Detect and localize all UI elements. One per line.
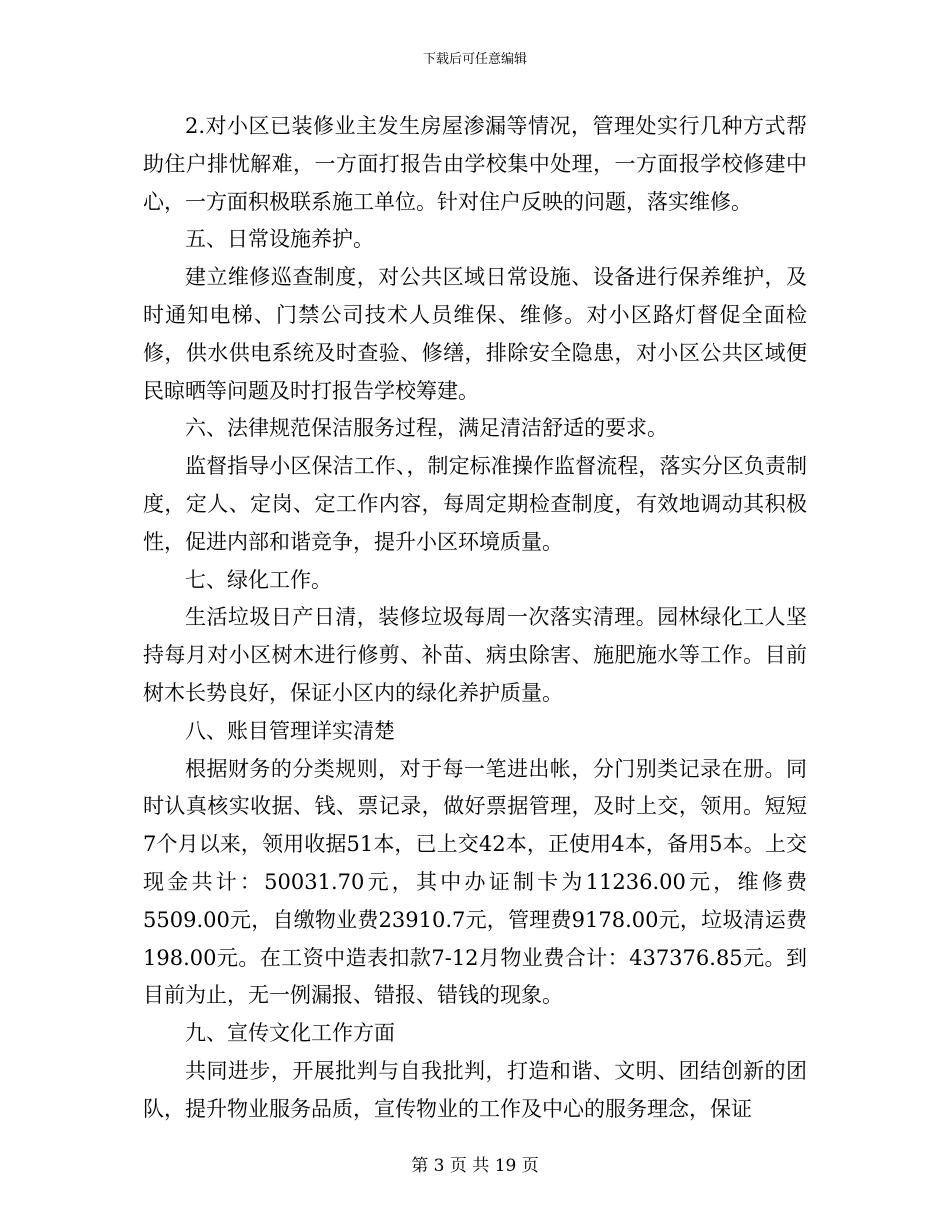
heading-greening: 七、绿化工作。 — [185, 567, 332, 592]
page-footer: 第 3 页 共 19 页 — [411, 1156, 539, 1176]
paragraph-accounts: 根据财务的分类规则，对于每一笔进出帐，分门别类记录在册。同时认真核实收据、钱、票记录，做好票据管理，及时上交，领用。短短7个月以来，领用收据51本，已上交42本，正使用4本，备用5本。上交现金共计：50031.70元，其中办证制卡为11236.00元，维修费5509.00元，自缴物业费23910.7元，管理费9178.00元，垃圾清运费198.00元。在工资中造表扣款7-12月物业费合计：437376.85元。到目前为止，无一例漏报、错报、错钱的现象。 — [143, 756, 807, 1008]
paragraph-greening: 生活垃圾日产日清，装修垃圾每周一次落实清理。园林绿化工人坚持每月对小区树木进行修剪、补苗、病虫除害、施肥施水等工作。目前树木长势良好，保证小区内的绿化养护质量。 — [143, 605, 807, 705]
paragraph-publicity: 共同进步，开展批判与自我批判，打造和谐、文明、团结创新的团队，提升物业服务品质，宣传物业的工作及中心的服务理念，保证 — [143, 1058, 807, 1121]
paragraph-repair-assistance: 2.对小区已装修业主发生房屋渗漏等情况，管理处实行几种方式帮助住户排忧解难，一方面打报告由学校集中处理，一方面报学校修建中心，一方面积极联系施工单位。针对住户反映的问题，落实维修。 — [143, 114, 807, 214]
heading-facility-maintenance: 五、日常设施养护。 — [185, 227, 374, 252]
heading-publicity: 九、宣传文化工作方面 — [185, 1021, 395, 1046]
heading-cleaning-service: 六、法律规范保洁服务过程，满足清洁舒适的要求。 — [185, 416, 668, 441]
paragraph-cleaning-service: 监督指导小区保洁工作、，制定标准操作监督流程，落实分区负责制度，定人、定岗、定工作内容，每周定期检查制度，有效地调动其积极性，促进内部和谐竞争，提升小区环境质量。 — [143, 454, 807, 554]
heading-accounts: 八、账目管理详实清楚 — [185, 718, 395, 743]
paragraph-facility-maintenance: 建立维修巡查制度，对公共区域日常设施、设备进行保养维护，及时通知电梯、门禁公司技术人员维保、维修。对小区路灯督促全面检修，供水供电系统及时查验、修缮，排除安全隐患，对小区公共区域便民晾晒等问题及时打报告学校筹建。 — [143, 265, 807, 403]
document-body — [143, 108, 807, 1129]
page-header: 下载后可任意编辑 — [422, 52, 527, 67]
